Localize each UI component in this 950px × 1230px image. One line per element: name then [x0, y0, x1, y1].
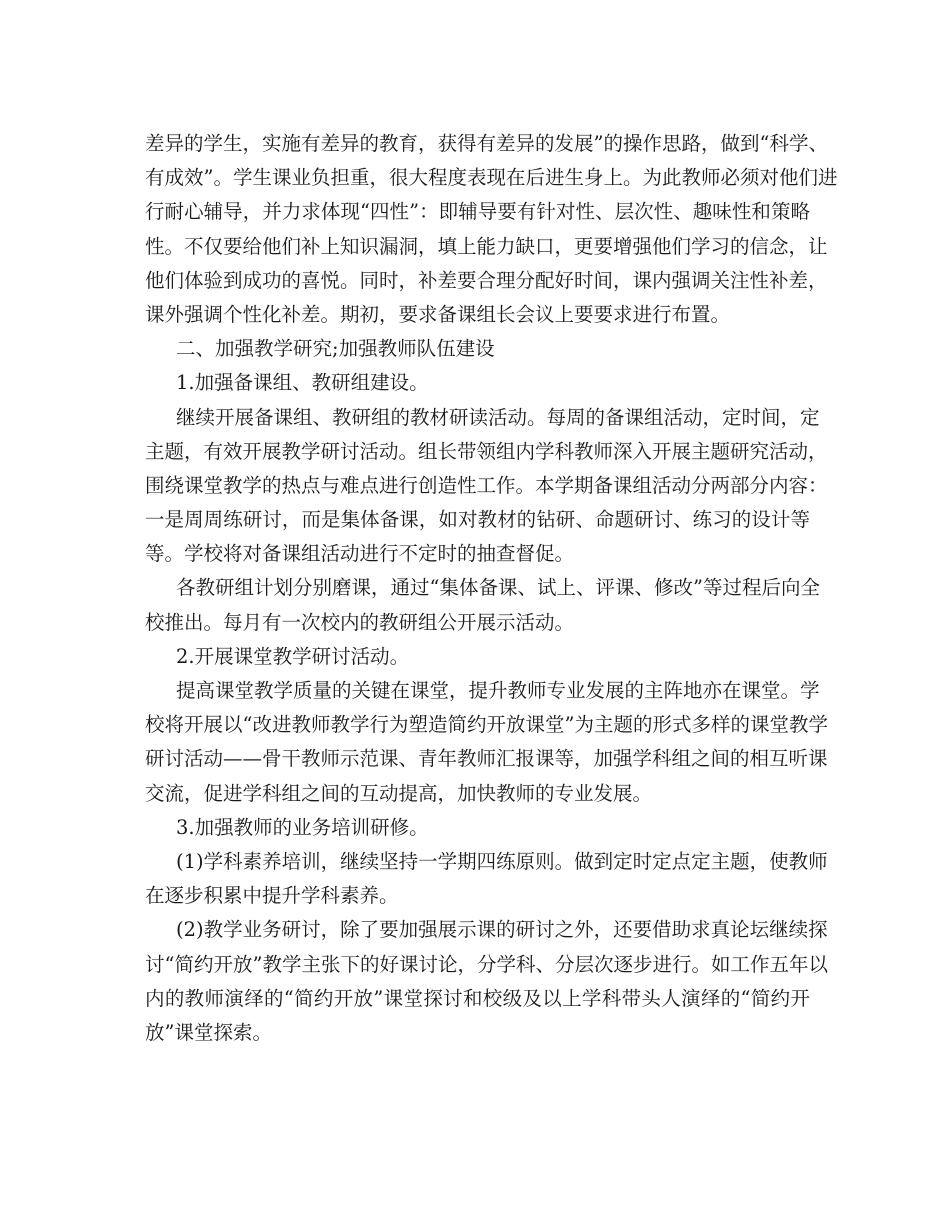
paragraph-line: 性。不仅要给他们补上知识漏洞，填上能力缺口，更要增强他们学习的信念，让: [145, 234, 828, 258]
subsection-heading: 2.开展课堂教学研讨活动。: [176, 644, 410, 668]
paragraph-line: 等。学校将对备课组活动进行不定时的抽查督促。: [145, 542, 575, 566]
paragraph-line: 放”课堂探索。: [145, 1020, 272, 1044]
subsection-heading: 1.加强备课组、教研组建设。: [176, 371, 429, 395]
paragraph-line: (2)教学业务研讨，除了要加强展示课的研讨之外，还要借助求真论坛继续探: [176, 918, 828, 942]
section-heading: 二、加强教学研究;加强教师队伍建设: [176, 337, 495, 361]
paragraph-line: 课外强调个性化补差。期初，要求备课组长会议上要要求进行布置。: [145, 302, 731, 326]
paragraph-line: 各教研组计划分别磨课，通过“集体备课、试上、评课、修改”等过程后向全: [176, 576, 820, 600]
paragraph-line: 研讨活动——骨干教师示范课、青年教师汇报课等，加强学科组之间的相互听课: [145, 747, 828, 771]
paragraph-line: 在逐步积累中提升学科素养。: [145, 884, 399, 908]
paragraph-line: 讨“简约开放”教学主张下的好课讨论，分学科、分层次逐步进行。如工作五年以: [145, 952, 828, 976]
paragraph-line: 继续开展备课组、教研组的教材研读活动。每周的备课组活动，定时间，定: [176, 405, 820, 429]
paragraph-line: 内的教师演绎的“简约开放”课堂探讨和校级及以上学科带头人演绎的“简约开: [145, 986, 810, 1010]
subsection-heading: 3.加强教师的业务培训研修。: [176, 815, 429, 839]
body-text: [145, 127, 838, 1050]
paragraph-line: 他们体验到成功的喜悦。同时，补差要合理分配好时间，课内强调关注性补差，: [145, 268, 828, 292]
paragraph-line: 主题，有效开展教学研讨活动。组长带领组内学科教师深入开展主题研究活动，: [145, 439, 828, 463]
paragraph-line: 差异的学生，实施有差异的教育，获得有差异的发展”的操作思路，做到“科学、: [145, 132, 828, 155]
paragraph-line: 提高课堂教学质量的关键在课堂，提升教师专业发展的主阵地亦在课堂。学: [176, 679, 820, 702]
paragraph-line: 行耐心辅导，并力求体现“四性”：即辅导要有针对性、层次性、趣味性和策略: [145, 200, 810, 224]
paragraph-line: (1)学科素养培训，继续坚持一学期四练原则。做到定时定点定主题，使教师: [176, 849, 828, 873]
paragraph-line: 校推出。每月有一次校内的教研组公开展示活动。: [145, 610, 575, 634]
paragraph-line: 交流，促进学科组之间的互动提高，加快教师的专业发展。: [145, 781, 653, 805]
paragraph-line: 围绕课堂教学的热点与难点进行创造性工作。本学期备课组活动分两部分内容：: [145, 473, 828, 497]
paragraph-line: 有成效”。学生课业负担重，很大程度表现在后进生身上。为此教师必须对他们进: [145, 166, 838, 190]
paragraph-line: 一是周周练研讨，而是集体备课，如对教材的钻研、命题研讨、练习的设计等: [145, 508, 810, 532]
paragraph-line: 校将开展以“改进教师教学行为塑造简约开放课堂”为主题的形式多样的课堂教学: [145, 713, 828, 737]
